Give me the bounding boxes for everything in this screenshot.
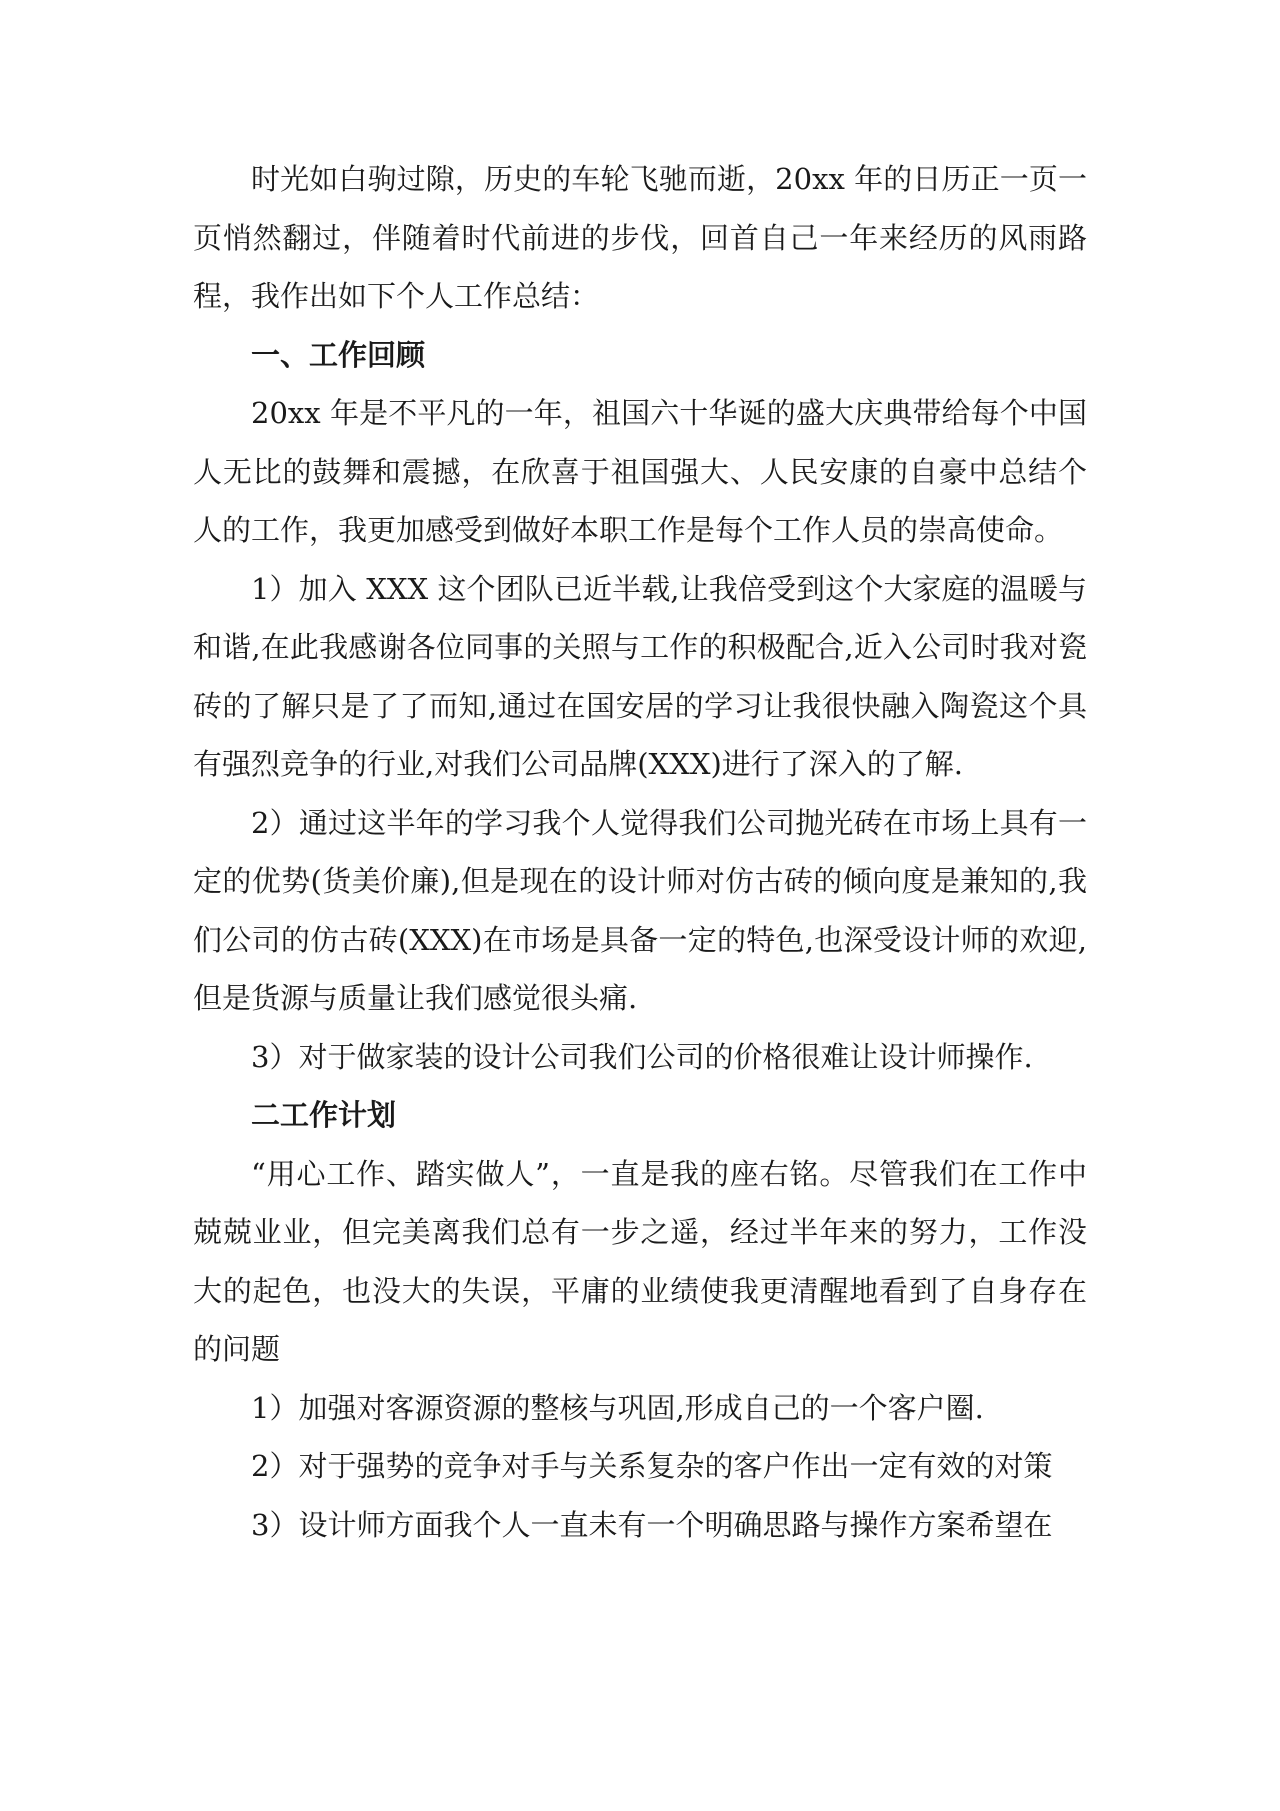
work-review-paragraph: 20xx 年是不平凡的一年，祖国六十华诞的盛大庆典带给每个中国人无比的鼓舞和震撼，在欣喜于祖国强大、人民安康的自豪中总结个人的工作，我更加感受到做好本职工作是每个工作人员的崇高使命。 [193, 396, 1087, 547]
section-heading-work-plan: 二工作计划 [251, 1098, 397, 1132]
plan-item-3: 3）设计师方面我个人一直未有一个明确思路与操作方案希望在 [251, 1507, 1053, 1542]
work-plan-paragraph: “用心工作、踏实做人”，一直是我的座右铭。尽管我们在工作中兢兢业业，但完美离我们总有一步之遥，经过半年来的努力，工作没大的起色，也没大的失误，平庸的业绩使我更清醒地看到了自身存在的问题 [193, 1156, 1087, 1366]
document-body [193, 150, 1087, 1554]
review-item-3: 3）对于做家装的设计公司我们公司的价格很难让设计师操作. [251, 1039, 1033, 1074]
review-item-2: 2）通过这半年的学习我个人觉得我们公司抛光砖在市场上具有一定的优势(货美价廉),但是现在的设计师对仿古砖的倾向度是兼知的,我们公司的仿古砖(XXX)在市场是具备一定的特色,也深受设计师的欢迎,但是货源与质量让我们感觉很头痛. [193, 805, 1087, 1015]
plan-item-2: 2）对于强势的竞争对手与关系复杂的客户作出一定有效的对策 [251, 1449, 1053, 1483]
section-heading-work-review: 一、工作回顾 [251, 337, 426, 372]
review-item-1: 1）加入 XXX 这个团队已近半载,让我倍受到这个大家庭的温暖与和谐,在此我感谢各位同事的关照与工作的积极配合,近入公司时我对瓷砖的了解只是了了而知,通过在国安居的学习让我很快融入陶瓷这个具有强烈竞争的行业,对我们公司品牌(XXX)进行了深入的了解. [193, 571, 1087, 781]
plan-item-1: 1）加强对客源资源的整核与巩固,形成自己的一个客户圈. [251, 1390, 984, 1425]
intro-paragraph: 时光如白驹过隙，历史的车轮飞驰而逝，20xx 年的日历正一页一页悄然翻过，伴随着时代前进的步伐，回首自己一年来经历的风雨路程，我作出如下个人工作总结： [193, 162, 1087, 313]
